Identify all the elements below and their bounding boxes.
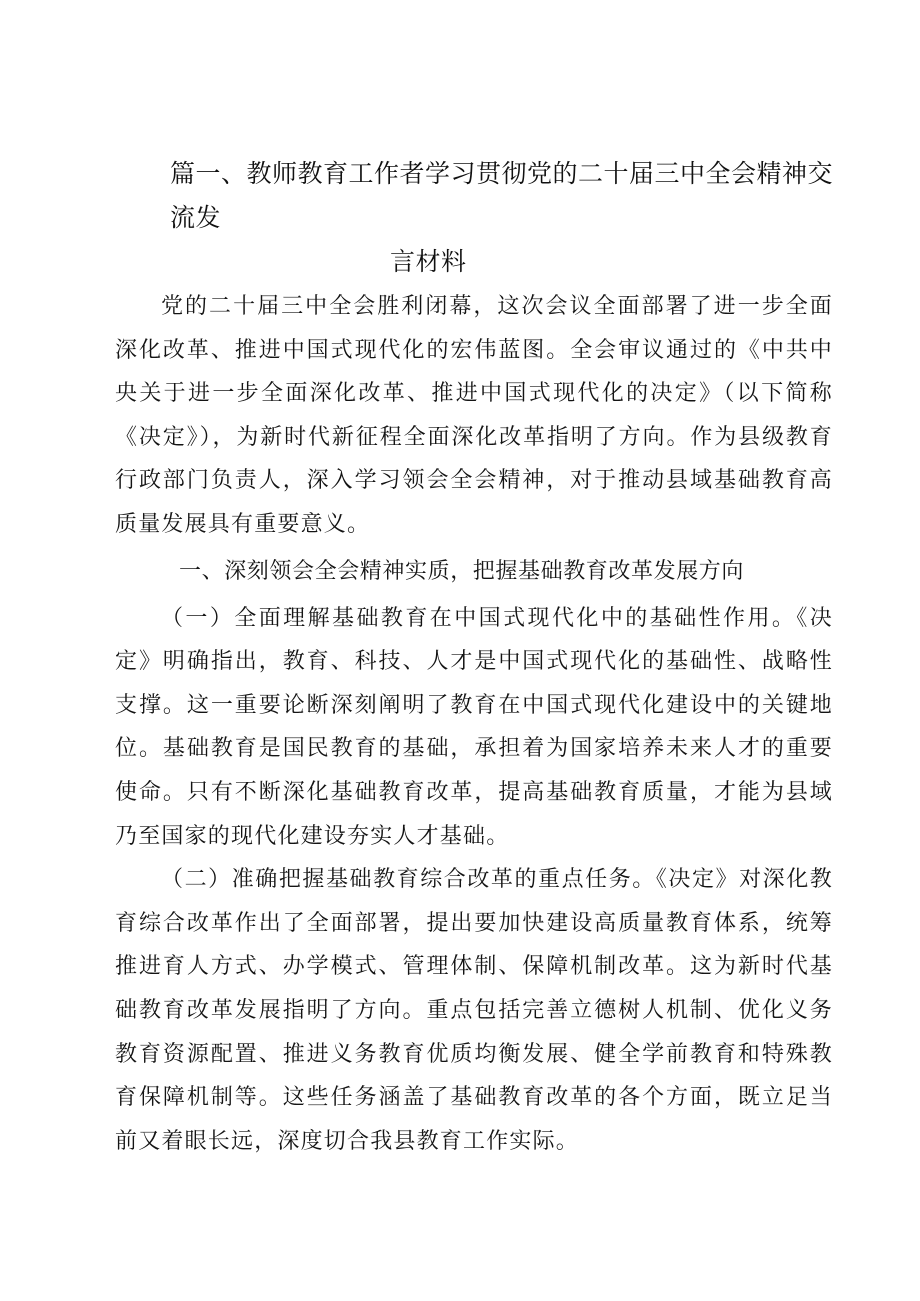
intro-paragraph: 党的二十届三中全会胜利闭幕，这次会议全面部署了进一步全面深化改革、推进中国式现代化的宏伟蓝图。全会审议通过的《中共中央关于进一步全面深化改革、推进中国式现代化的决定》（以下简称《决定》），为新时代新征程全面深化改革指明了方向。作为县级教育行政部门负责人，深入学习领会全会精神，对于推动县域基础教育高质量发展具有重要意义。 xyxy=(115,294,833,537)
document-body xyxy=(115,285,833,1163)
paragraph-1: （一）全面理解基础教育在中国式现代化中的基础性作用。《决定》明确指出，教育、科技、人才是中国式现代化的基础性、战略性支撑。这一重要论断深刻阐明了教育在中国式现代化建设中的关键地位。基础教育是国民教育的基础，承担着为国家培养未来人才的重要使命。只有不断深化基础教育改革，提高基础教育质量，才能为县域乃至国家的现代化建设夯实人才基础。 xyxy=(115,605,833,849)
title-line-1: 篇一、教师教育工作者学习贯彻党的二十届三中全会精神交流发 xyxy=(170,159,834,232)
title-line-2: 言材料 xyxy=(390,247,467,276)
paragraph-2: （二）准确把握基础教育综合改革的重点任务。《决定》对深化教育综合改革作出了全面部署，提出要加快建设高质量教育体系，统筹推进育人方式、办学模式、管理体制、保障机制改革。这为新时代基础教育改革发展指明了方向。重点包括完善立德树人机制、优化义务教育资源配置、推进义务教育优质均衡发展、健全学前教育和特殊教育保障机制等。这些任务涵盖了基础教育改革的各个方面，既立足当前又着眼长远，深度切合我县教育工作实际。 xyxy=(115,867,833,1154)
document-title xyxy=(170,152,850,284)
section-heading-1: 一、深刻领会全会精神实质，把握基础教育改革发展方向 xyxy=(179,558,745,584)
